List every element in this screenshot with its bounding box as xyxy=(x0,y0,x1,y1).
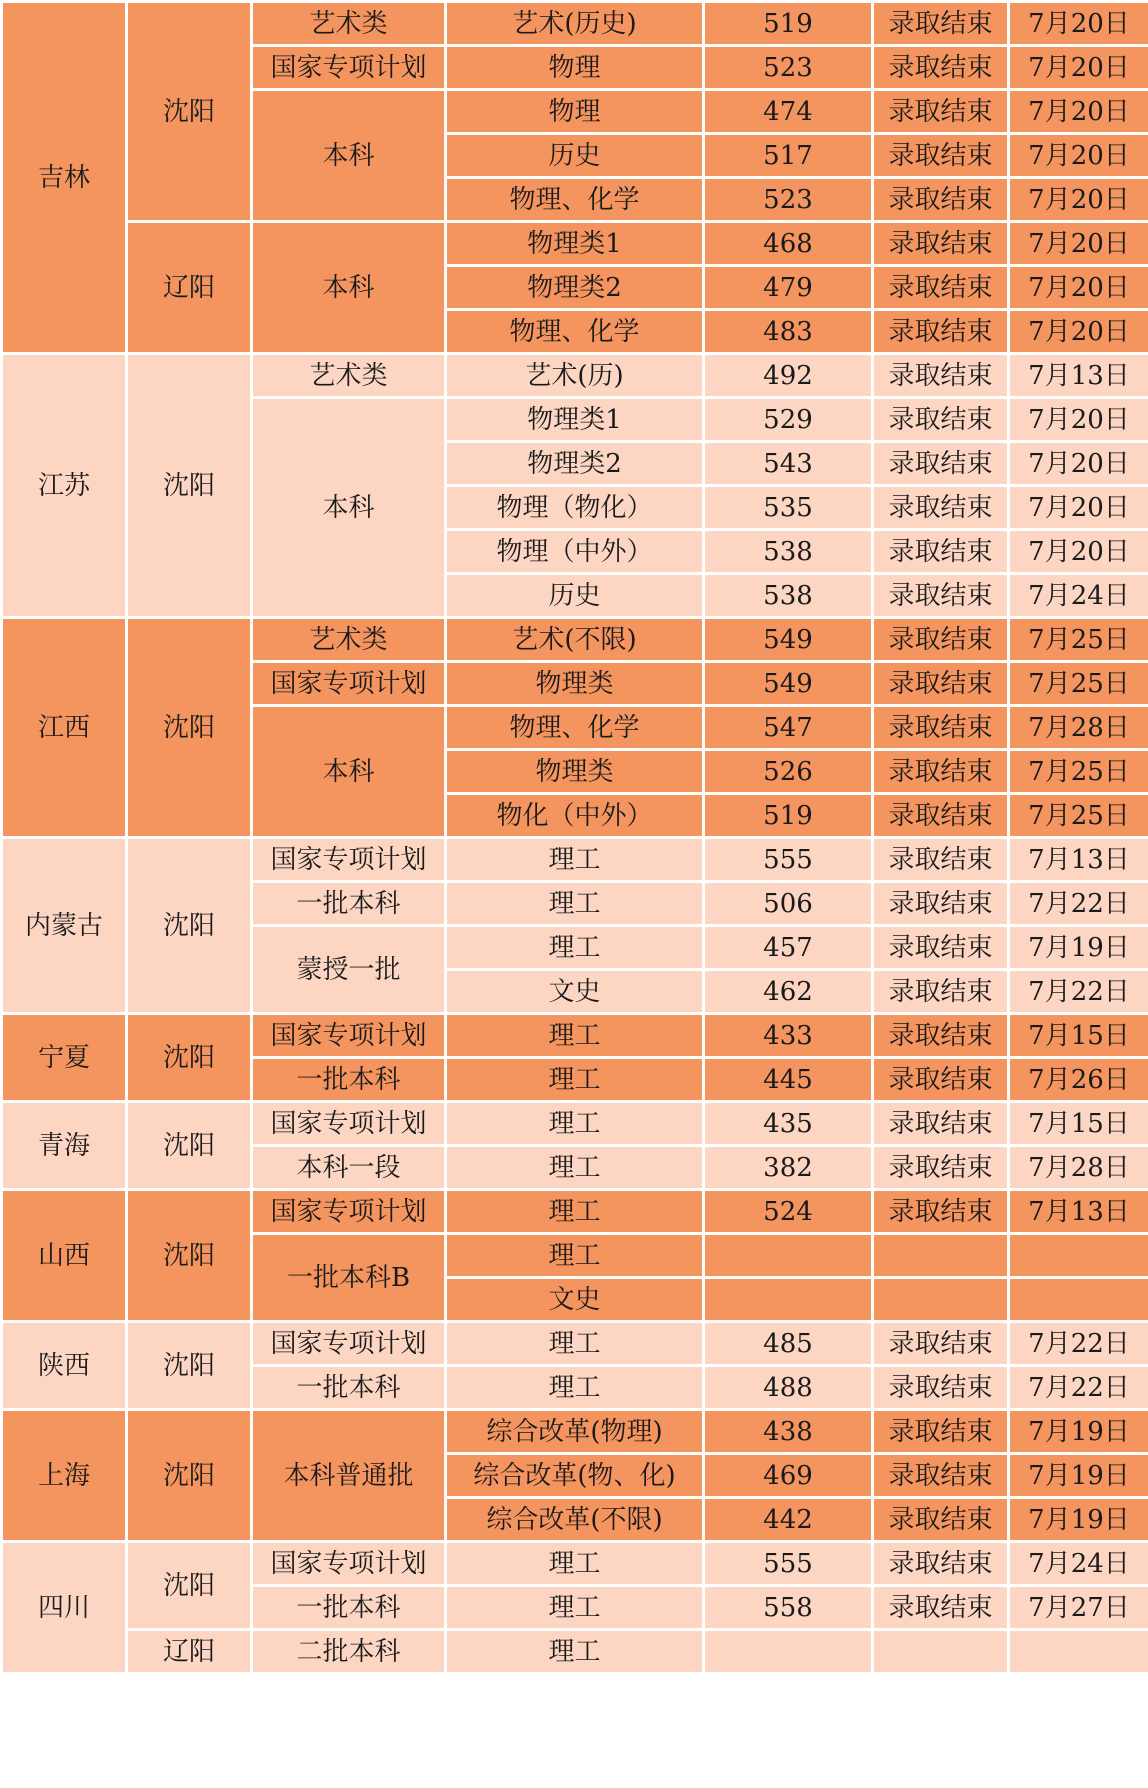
score-cell: 549 xyxy=(704,662,873,706)
subject-cell: 艺术(历) xyxy=(446,354,704,398)
batch-cell: 本科 xyxy=(252,398,446,618)
subject-cell: 理工 xyxy=(446,838,704,882)
date-cell: 7月19日 xyxy=(1009,1410,1148,1454)
status-cell: 录取结束 xyxy=(873,1146,1009,1190)
date-cell xyxy=(1009,1278,1148,1322)
date-cell: 7月24日 xyxy=(1009,1542,1148,1586)
subject-cell: 物化（中外） xyxy=(446,794,704,838)
subject-cell: 物理类2 xyxy=(446,266,704,310)
campus-cell: 辽阳 xyxy=(127,1630,252,1674)
batch-cell: 国家专项计划 xyxy=(252,1102,446,1146)
status-cell: 录取结束 xyxy=(873,442,1009,486)
batch-cell: 一批本科 xyxy=(252,1058,446,1102)
score-cell: 523 xyxy=(704,178,873,222)
date-cell xyxy=(1009,1234,1148,1278)
table-row xyxy=(2,1014,1148,1058)
score-cell: 488 xyxy=(704,1366,873,1410)
province-cell: 宁夏 xyxy=(2,1014,127,1102)
table-row xyxy=(2,618,1148,662)
status-cell: 录取结束 xyxy=(873,1586,1009,1630)
table-row xyxy=(2,1102,1148,1146)
subject-cell: 理工 xyxy=(446,1058,704,1102)
score-cell: 382 xyxy=(704,1146,873,1190)
score-cell: 543 xyxy=(704,442,873,486)
subject-cell: 物理 xyxy=(446,90,704,134)
campus-cell: 沈阳 xyxy=(127,1542,252,1630)
subject-cell: 物理类2 xyxy=(446,442,704,486)
score-cell: 538 xyxy=(704,574,873,618)
date-cell: 7月25日 xyxy=(1009,618,1148,662)
status-cell: 录取结束 xyxy=(873,750,1009,794)
status-cell: 录取结束 xyxy=(873,1322,1009,1366)
province-cell: 山西 xyxy=(2,1190,127,1322)
subject-cell: 历史 xyxy=(446,574,704,618)
score-cell: 435 xyxy=(704,1102,873,1146)
subject-cell: 文史 xyxy=(446,1278,704,1322)
status-cell: 录取结束 xyxy=(873,1102,1009,1146)
subject-cell: 艺术(历史) xyxy=(446,2,704,46)
score-cell xyxy=(704,1630,873,1674)
date-cell: 7月15日 xyxy=(1009,1102,1148,1146)
date-cell: 7月15日 xyxy=(1009,1014,1148,1058)
batch-cell: 本科 xyxy=(252,706,446,838)
status-cell: 录取结束 xyxy=(873,354,1009,398)
subject-cell: 物理类1 xyxy=(446,222,704,266)
batch-cell: 艺术类 xyxy=(252,618,446,662)
batch-cell: 艺术类 xyxy=(252,354,446,398)
date-cell: 7月22日 xyxy=(1009,970,1148,1014)
batch-cell: 艺术类 xyxy=(252,2,446,46)
score-cell: 462 xyxy=(704,970,873,1014)
status-cell: 录取结束 xyxy=(873,1542,1009,1586)
score-cell: 529 xyxy=(704,398,873,442)
score-cell: 519 xyxy=(704,794,873,838)
score-cell: 538 xyxy=(704,530,873,574)
date-cell: 7月28日 xyxy=(1009,706,1148,750)
date-cell: 7月19日 xyxy=(1009,926,1148,970)
batch-cell: 一批本科 xyxy=(252,882,446,926)
subject-cell: 理工 xyxy=(446,1542,704,1586)
status-cell: 录取结束 xyxy=(873,926,1009,970)
score-cell: 535 xyxy=(704,486,873,530)
batch-cell: 本科 xyxy=(252,222,446,354)
status-cell: 录取结束 xyxy=(873,1410,1009,1454)
status-cell: 录取结束 xyxy=(873,134,1009,178)
score-cell: 438 xyxy=(704,1410,873,1454)
batch-cell: 国家专项计划 xyxy=(252,1322,446,1366)
date-cell: 7月20日 xyxy=(1009,178,1148,222)
score-cell: 433 xyxy=(704,1014,873,1058)
score-cell: 445 xyxy=(704,1058,873,1102)
subject-cell: 艺术(不限) xyxy=(446,618,704,662)
date-cell: 7月20日 xyxy=(1009,530,1148,574)
table-row xyxy=(2,1542,1148,1586)
campus-cell: 沈阳 xyxy=(127,1102,252,1190)
date-cell: 7月27日 xyxy=(1009,1586,1148,1630)
score-cell: 479 xyxy=(704,266,873,310)
date-cell: 7月19日 xyxy=(1009,1498,1148,1542)
batch-cell: 国家专项计划 xyxy=(252,1190,446,1234)
status-cell: 录取结束 xyxy=(873,1498,1009,1542)
score-cell: 485 xyxy=(704,1322,873,1366)
campus-cell: 沈阳 xyxy=(127,1014,252,1102)
table-row xyxy=(2,1190,1148,1234)
batch-cell: 本科一段 xyxy=(252,1146,446,1190)
table-row xyxy=(2,838,1148,882)
province-cell: 江西 xyxy=(2,618,127,838)
subject-cell: 理工 xyxy=(446,926,704,970)
date-cell: 7月22日 xyxy=(1009,1366,1148,1410)
date-cell: 7月28日 xyxy=(1009,1146,1148,1190)
province-cell: 上海 xyxy=(2,1410,127,1542)
score-cell: 547 xyxy=(704,706,873,750)
status-cell: 录取结束 xyxy=(873,486,1009,530)
score-cell xyxy=(704,1234,873,1278)
status-cell xyxy=(873,1278,1009,1322)
subject-cell: 理工 xyxy=(446,1102,704,1146)
campus-cell: 辽阳 xyxy=(127,222,252,354)
campus-cell: 沈阳 xyxy=(127,1410,252,1542)
date-cell: 7月22日 xyxy=(1009,1322,1148,1366)
status-cell xyxy=(873,1234,1009,1278)
subject-cell: 物理（中外） xyxy=(446,530,704,574)
subject-cell: 物理、化学 xyxy=(446,178,704,222)
province-cell: 陕西 xyxy=(2,1322,127,1410)
campus-cell: 沈阳 xyxy=(127,2,252,222)
table-row xyxy=(2,2,1148,46)
status-cell: 录取结束 xyxy=(873,618,1009,662)
score-cell: 524 xyxy=(704,1190,873,1234)
campus-cell: 沈阳 xyxy=(127,354,252,618)
province-cell: 吉林 xyxy=(2,2,127,354)
subject-cell: 理工 xyxy=(446,1014,704,1058)
table-row xyxy=(2,222,1148,266)
table-row xyxy=(2,1410,1148,1454)
status-cell: 录取结束 xyxy=(873,1014,1009,1058)
status-cell: 录取结束 xyxy=(873,882,1009,926)
batch-cell: 国家专项计划 xyxy=(252,46,446,90)
date-cell: 7月26日 xyxy=(1009,1058,1148,1102)
batch-cell: 本科普通批 xyxy=(252,1410,446,1542)
province-cell: 江苏 xyxy=(2,354,127,618)
batch-cell: 国家专项计划 xyxy=(252,1014,446,1058)
date-cell: 7月20日 xyxy=(1009,46,1148,90)
batch-cell: 一批本科 xyxy=(252,1586,446,1630)
batch-cell: 一批本科 xyxy=(252,1366,446,1410)
status-cell: 录取结束 xyxy=(873,1454,1009,1498)
date-cell: 7月25日 xyxy=(1009,794,1148,838)
date-cell: 7月20日 xyxy=(1009,222,1148,266)
date-cell: 7月24日 xyxy=(1009,574,1148,618)
date-cell: 7月25日 xyxy=(1009,662,1148,706)
date-cell xyxy=(1009,1630,1148,1674)
subject-cell: 理工 xyxy=(446,1234,704,1278)
batch-cell: 国家专项计划 xyxy=(252,662,446,706)
subject-cell: 理工 xyxy=(446,1586,704,1630)
score-cell: 468 xyxy=(704,222,873,266)
subject-cell: 物理类 xyxy=(446,750,704,794)
status-cell: 录取结束 xyxy=(873,970,1009,1014)
score-cell: 474 xyxy=(704,90,873,134)
status-cell: 录取结束 xyxy=(873,1058,1009,1102)
score-cell: 549 xyxy=(704,618,873,662)
batch-cell: 本科 xyxy=(252,90,446,222)
subject-cell: 理工 xyxy=(446,1190,704,1234)
date-cell: 7月20日 xyxy=(1009,266,1148,310)
date-cell: 7月25日 xyxy=(1009,750,1148,794)
status-cell xyxy=(873,1630,1009,1674)
subject-cell: 综合改革(不限) xyxy=(446,1498,704,1542)
subject-cell: 物理（物化） xyxy=(446,486,704,530)
score-cell: 555 xyxy=(704,1542,873,1586)
date-cell: 7月20日 xyxy=(1009,398,1148,442)
score-cell: 506 xyxy=(704,882,873,926)
score-cell: 442 xyxy=(704,1498,873,1542)
province-cell: 青海 xyxy=(2,1102,127,1190)
score-cell: 492 xyxy=(704,354,873,398)
score-cell: 555 xyxy=(704,838,873,882)
score-cell: 526 xyxy=(704,750,873,794)
subject-cell: 历史 xyxy=(446,134,704,178)
batch-cell: 国家专项计划 xyxy=(252,1542,446,1586)
subject-cell: 理工 xyxy=(446,1146,704,1190)
score-cell: 517 xyxy=(704,134,873,178)
status-cell: 录取结束 xyxy=(873,1366,1009,1410)
subject-cell: 理工 xyxy=(446,1322,704,1366)
score-cell: 519 xyxy=(704,2,873,46)
table-row xyxy=(2,1630,1148,1674)
subject-cell: 综合改革(物、化) xyxy=(446,1454,704,1498)
date-cell: 7月13日 xyxy=(1009,838,1148,882)
subject-cell: 文史 xyxy=(446,970,704,1014)
status-cell: 录取结束 xyxy=(873,838,1009,882)
date-cell: 7月13日 xyxy=(1009,1190,1148,1234)
subject-cell: 物理、化学 xyxy=(446,310,704,354)
date-cell: 7月20日 xyxy=(1009,486,1148,530)
score-cell xyxy=(704,1278,873,1322)
status-cell: 录取结束 xyxy=(873,310,1009,354)
batch-cell: 二批本科 xyxy=(252,1630,446,1674)
status-cell: 录取结束 xyxy=(873,662,1009,706)
date-cell: 7月19日 xyxy=(1009,1454,1148,1498)
date-cell: 7月20日 xyxy=(1009,90,1148,134)
status-cell: 录取结束 xyxy=(873,706,1009,750)
subject-cell: 物理类1 xyxy=(446,398,704,442)
table-row xyxy=(2,354,1148,398)
subject-cell: 理工 xyxy=(446,1366,704,1410)
status-cell: 录取结束 xyxy=(873,1190,1009,1234)
date-cell: 7月20日 xyxy=(1009,310,1148,354)
status-cell: 录取结束 xyxy=(873,178,1009,222)
date-cell: 7月20日 xyxy=(1009,134,1148,178)
batch-cell: 一批本科B xyxy=(252,1234,446,1322)
score-cell: 483 xyxy=(704,310,873,354)
date-cell: 7月22日 xyxy=(1009,882,1148,926)
status-cell: 录取结束 xyxy=(873,46,1009,90)
campus-cell: 沈阳 xyxy=(127,618,252,838)
status-cell: 录取结束 xyxy=(873,2,1009,46)
score-cell: 523 xyxy=(704,46,873,90)
date-cell: 7月13日 xyxy=(1009,354,1148,398)
campus-cell: 沈阳 xyxy=(127,838,252,1014)
subject-cell: 综合改革(物理) xyxy=(446,1410,704,1454)
date-cell: 7月20日 xyxy=(1009,442,1148,486)
subject-cell: 理工 xyxy=(446,1630,704,1674)
subject-cell: 理工 xyxy=(446,882,704,926)
batch-cell: 蒙授一批 xyxy=(252,926,446,1014)
subject-cell: 物理、化学 xyxy=(446,706,704,750)
subject-cell: 物理 xyxy=(446,46,704,90)
status-cell: 录取结束 xyxy=(873,90,1009,134)
campus-cell: 沈阳 xyxy=(127,1322,252,1410)
subject-cell: 物理类 xyxy=(446,662,704,706)
status-cell: 录取结束 xyxy=(873,530,1009,574)
province-cell: 四川 xyxy=(2,1542,127,1674)
status-cell: 录取结束 xyxy=(873,222,1009,266)
status-cell: 录取结束 xyxy=(873,266,1009,310)
status-cell: 录取结束 xyxy=(873,574,1009,618)
status-cell: 录取结束 xyxy=(873,398,1009,442)
province-cell: 内蒙古 xyxy=(2,838,127,1014)
table-row xyxy=(2,1322,1148,1366)
score-cell: 558 xyxy=(704,1586,873,1630)
score-cell: 457 xyxy=(704,926,873,970)
status-cell: 录取结束 xyxy=(873,794,1009,838)
batch-cell: 国家专项计划 xyxy=(252,838,446,882)
date-cell: 7月20日 xyxy=(1009,2,1148,46)
campus-cell: 沈阳 xyxy=(127,1190,252,1322)
score-cell: 469 xyxy=(704,1454,873,1498)
